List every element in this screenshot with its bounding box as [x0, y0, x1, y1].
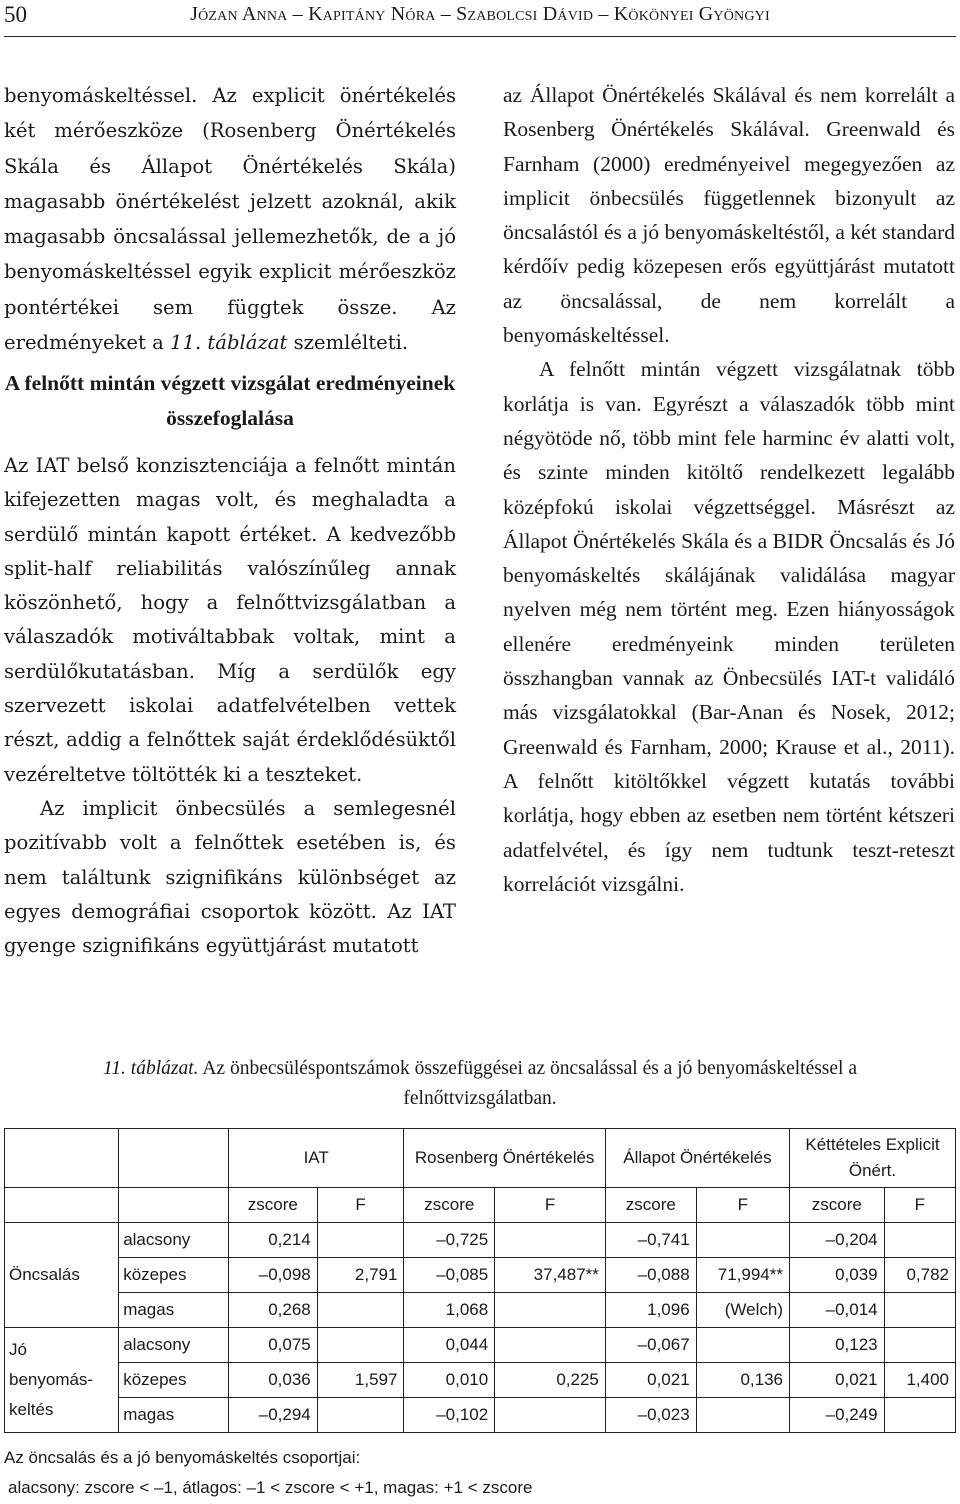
table-cell	[696, 1223, 789, 1258]
table-row	[5, 1328, 956, 1363]
table-cell: –0,085	[404, 1258, 495, 1293]
table-cell	[495, 1223, 606, 1258]
table-caption	[30, 1054, 930, 1114]
table-cell	[884, 1293, 955, 1328]
col-group-iat: IAT	[228, 1129, 404, 1188]
table-cell: 0,021	[605, 1363, 696, 1398]
table-cell: 71,994**	[696, 1258, 789, 1293]
right-paragraph-1: az Állapot Önértékelés Skálával és nem korrelált a Rosenberg Önértékelés Skálával. Greenwald és Farnham (2000) eredményeivel megegyezően az implicit önbecsülés függetlennek bizonyult az öncsalástól és a jó benyomáskeltéstől, a két standard kérdőív pedig közepesen erős együttjárást mutatott az öncsalással, de nem korrelált a benyomáskeltéssel.	[503, 83, 955, 348]
table-cell: –0,249	[789, 1398, 884, 1433]
sub-header-cell: zscore	[789, 1188, 884, 1223]
table-row	[5, 1258, 956, 1293]
table-cell: 1,400	[884, 1363, 955, 1398]
table-cell: –0,067	[605, 1328, 696, 1363]
table-row	[5, 1293, 956, 1328]
table-cell	[884, 1398, 955, 1433]
left-p1-text: benyomáskeltéssel. Az explicit önértékelés két mérőeszköze (Rosenberg Önértékelés Skála és Állapot Önértékelés Skála) magasabb önértékelést jelzett azoknál, akik magasabb öncsalással jellemezhetők, de a jó benyomáskeltéssel egyik explicit mérőeszköz pontértékei sem függtek össze. Az eredményeket a	[4, 84, 456, 355]
table-footnote-1: Az öncsalás és a jó benyomáskeltés csoportjai:	[4, 1448, 361, 1467]
table-cell: 0,075	[228, 1328, 317, 1363]
table-body	[5, 1223, 956, 1433]
empty-header-cell	[5, 1129, 119, 1188]
table-cell	[696, 1398, 789, 1433]
table-cell: –0,023	[605, 1398, 696, 1433]
sub-header-cell: zscore	[228, 1188, 317, 1223]
left-paragraph-1	[4, 78, 456, 360]
table-cell: –0,294	[228, 1398, 317, 1433]
table-cell	[495, 1398, 606, 1433]
table-cell: 37,487**	[495, 1258, 606, 1293]
table-cell: –0,102	[404, 1398, 495, 1433]
table-cell: 0,044	[404, 1328, 495, 1363]
table-cell	[495, 1328, 606, 1363]
table-cell	[317, 1223, 404, 1258]
table-cell: 0,123	[789, 1328, 884, 1363]
row-level-label: magas	[119, 1398, 229, 1433]
sub-header-cell: F	[884, 1188, 955, 1223]
row-group-label: Öncsalás	[5, 1223, 119, 1328]
table-cell: 0,036	[228, 1363, 317, 1398]
running-head: Józan Anna – Kapitány Nóra – Szabolcsi Dávid – Kökönyei Gyöngyi	[190, 3, 770, 25]
table-cell	[884, 1328, 955, 1363]
table-cell: 0,010	[404, 1363, 495, 1398]
row-level-label: közepes	[119, 1258, 229, 1293]
header-rule	[4, 36, 956, 37]
table-row	[5, 1398, 956, 1433]
table-row	[5, 1223, 956, 1258]
table-header-row-2	[5, 1188, 956, 1223]
table-cell	[884, 1223, 955, 1258]
table-cell: 2,791	[317, 1258, 404, 1293]
empty-header-cell	[119, 1188, 229, 1223]
row-level-label: magas	[119, 1293, 229, 1328]
col-group-rosenberg: Rosenberg Önértékelés	[404, 1129, 605, 1188]
table-cell: (Welch)	[696, 1293, 789, 1328]
sub-header-cell: F	[317, 1188, 404, 1223]
table-caption-label: 11. táblázat.	[103, 1058, 199, 1079]
row-level-label: alacsony	[119, 1328, 229, 1363]
table-cell: 0,225	[495, 1363, 606, 1398]
table-reference: 11. táblázat	[170, 331, 288, 355]
table-cell: 0,214	[228, 1223, 317, 1258]
left-p1-end: szemlélteti.	[287, 331, 409, 355]
sub-header-cell: F	[696, 1188, 789, 1223]
table-caption-text: Az önbecsüléspontszámok összefüggései az öncsalással és a jó benyomáskeltéssel a felnőttvizsgálatban.	[198, 1058, 857, 1109]
table-cell: 0,136	[696, 1363, 789, 1398]
left-paragraph-2: Az IAT belső konzisztenciája a felnőtt mintán kifejezetten magas volt, és meghaladta a serdülő mintán kapott értéket. A kedvezőbb split-half reliabilitás valószínűleg annak köszönhető, hogy a felnőttvizsgálatban a válaszadók motiváltabbak voltak, mint a serdülőkutatásban. Míg a serdülők egy szervezett iskolai adatfelvételben vettek részt, addig a felnőttek saját érdeklődésüktől vezéreltetve töltötték ki a teszteket.	[4, 453, 456, 786]
table-cell	[317, 1293, 404, 1328]
table-cell: –0,741	[605, 1223, 696, 1258]
table-cell: 1,068	[404, 1293, 495, 1328]
col-group-allapot: Állapot Önértékelés	[605, 1129, 789, 1188]
table-cell: –0,204	[789, 1223, 884, 1258]
empty-header-cell	[119, 1129, 229, 1188]
table-cell: 0,782	[884, 1258, 955, 1293]
results-table	[4, 1128, 956, 1433]
table-cell: –0,098	[228, 1258, 317, 1293]
row-level-label: közepes	[119, 1363, 229, 1398]
sub-header-cell: F	[495, 1188, 606, 1223]
left-paragraph-3: Az implicit önbecsülés a semlegesnél pozitívabb volt a felnőttek esetében is, és nem találtunk szignifikáns különbséget az egyes demográfiai csoportok között. Az IAT gyenge szignifikáns együttjárást mutatott	[4, 796, 456, 958]
empty-header-cell	[5, 1188, 119, 1223]
sub-header-cell: zscore	[605, 1188, 696, 1223]
col-group-kettételes: Kéttételes Explicit Önért.	[789, 1129, 955, 1188]
right-column	[503, 78, 955, 901]
table-cell: 1,597	[317, 1363, 404, 1398]
table-cell: 0,268	[228, 1293, 317, 1328]
section-subheading: A felnőtt mintán végzett vizsgálat eredményeinek összefoglalása	[4, 371, 456, 430]
table-cell	[495, 1293, 606, 1328]
table-cell: 1,096	[605, 1293, 696, 1328]
page-number: 50	[4, 2, 27, 27]
table-cell: –0,088	[605, 1258, 696, 1293]
table-header-row-1	[5, 1129, 956, 1188]
table-cell	[317, 1398, 404, 1433]
table-cell: –0,014	[789, 1293, 884, 1328]
table-footnote-2: alacsony: zscore < –1, átlagos: –1 < zscore < +1, magas: +1 < zscore	[8, 1478, 533, 1497]
table-cell	[317, 1328, 404, 1363]
row-level-label: alacsony	[119, 1223, 229, 1258]
right-paragraph-2: A felnőtt mintán végzett vizsgálatnak több korlátja is van. Egyrészt a válaszadók több mint négyötöde nő, több mint fele harminc év alatti volt, és szinte minden kitöltő rendelkezett legalább középfokú iskolai végzettséggel. Másrészt az Állapot Önértékelés Skála és a BIDR Öncsalás és Jó benyomáskeltés skálájának validálása magyar nyelven még nem történt meg. Ezen hiányosságok ellenére eredményeink minden területen összhangban vannak az Önbecsülés IAT-t validáló más vizsgálatokkal (Bar-Anan és Nosek, 2012; Greenwald és Farnham, 2000; Krause et al., 2011). A felnőtt kitöltőkkel végzett kutatás további korlátja, hogy ebben az esetben nem történt kétszeri adatfelvétel, és így nem tudtunk teszt-reteszt korrelációt vizsgálni.	[503, 357, 955, 896]
row-group-label: Jó benyomás-keltés	[5, 1328, 119, 1433]
table-cell	[696, 1328, 789, 1363]
table-cell: 0,039	[789, 1258, 884, 1293]
sub-header-cell: zscore	[404, 1188, 495, 1223]
table-row	[5, 1363, 956, 1398]
table-cell: –0,725	[404, 1223, 495, 1258]
table-cell: 0,021	[789, 1363, 884, 1398]
left-column	[4, 78, 456, 963]
